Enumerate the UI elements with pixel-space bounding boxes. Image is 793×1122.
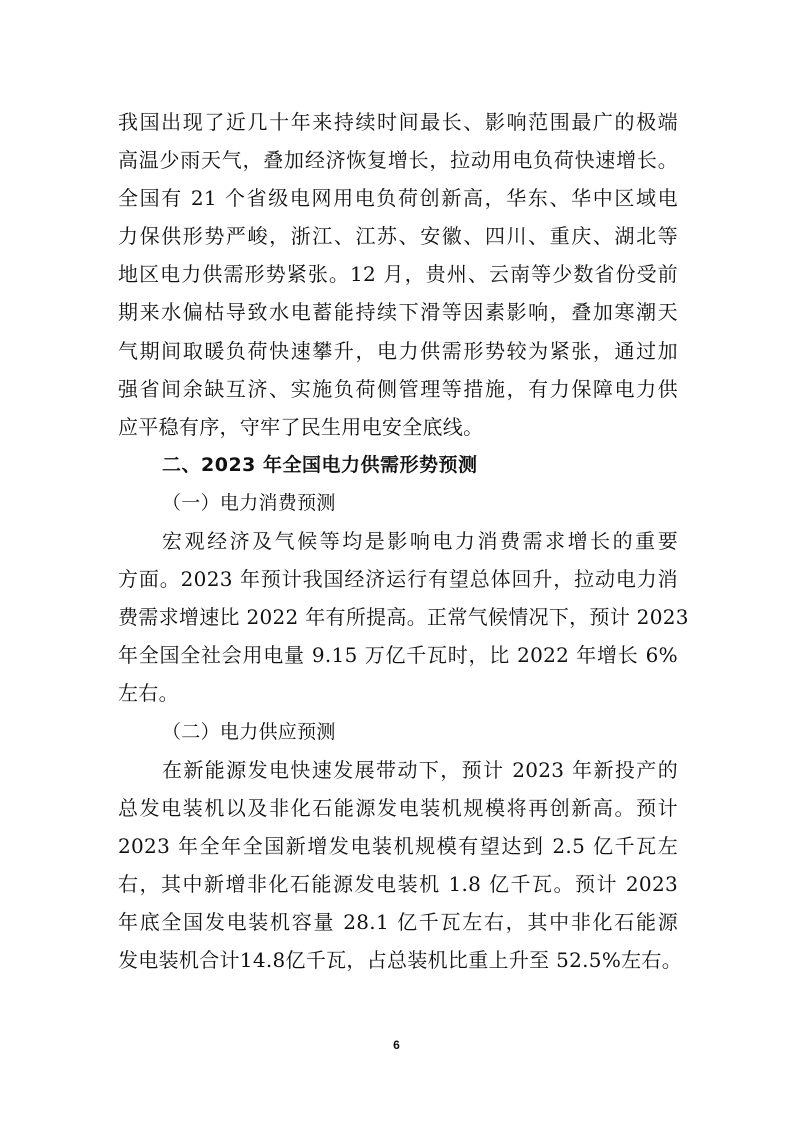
subsection-heading: （二）电力供应预测 <box>162 720 336 743</box>
subsection-heading: （一）电力消费预测 <box>162 491 336 514</box>
paragraph-line: 强省间余缺互济、实施负荷侧管理等措施，有力保障电力供 <box>118 376 678 401</box>
paragraph-line: 宏观经济及气候等均是影响电力消费需求增长的重要 <box>162 529 678 554</box>
paragraph-line: 发电装机合计14.8亿千瓦，占总装机比重上升至 52.5%左右。 <box>118 948 683 973</box>
paragraph-line: 地区电力供需形势紧张。12 月，贵州、云南等少数省份受前 <box>118 262 678 287</box>
paragraph-line: 气期间取暖负荷快速攀升，电力供需形势较为紧张，通过加 <box>118 338 678 363</box>
paragraph-line: 全国有 21 个省级电网用电负荷创新高，华东、华中区域电 <box>118 186 678 211</box>
paragraph-line: 右，其中新增非化石能源发电装机 1.8 亿千瓦。预计 2023 <box>118 871 678 896</box>
body-text <box>118 103 689 979</box>
paragraph-line: 年全国全社会用电量 9.15 万亿千瓦时，比 2022 年增长 6% <box>118 643 678 668</box>
paragraph-line: 期来水偏枯导致水电蓄能持续下滑等因素影响，叠加寒潮天 <box>118 300 678 325</box>
paragraph-line: 年底全国发电装机容量 28.1 亿千瓦左右，其中非化石能源 <box>118 909 678 934</box>
paragraph-line: 力保供形势严峻，浙江、江苏、安徽、四川、重庆、湖北等 <box>118 224 678 249</box>
page-number: 6 <box>393 1038 400 1052</box>
paragraph-line: 在新能源发电快速发展带动下，预计 2023 年新投产的 <box>162 757 678 782</box>
section-heading: 二、2023 年全国电力供需形势预测 <box>162 453 478 476</box>
paragraph-line: 2023 年全年全国新增发电装机规模有望达到 2.5 亿千瓦左 <box>118 833 678 858</box>
paragraph-line: 高温少雨天气，叠加经济恢复增长，拉动用电负荷快速增长。 <box>118 148 678 173</box>
paragraph-line: 我国出现了近几十年来持续时间最长、影响范围最广的极端 <box>118 110 678 134</box>
paragraph-line: 左右。 <box>118 681 179 706</box>
paragraph-line: 应平稳有序，守牢了民生用电安全底线。 <box>118 414 484 439</box>
paragraph-line: 总发电装机以及非化石能源发电装机规模将再创新高。预计 <box>118 795 678 820</box>
paragraph-line: 费需求增速比 2022 年有所提高。正常气候情况下，预计 2023 <box>118 605 689 630</box>
paragraph-line: 方面。2023 年预计我国经济运行有望总体回升，拉动电力消 <box>118 567 678 592</box>
